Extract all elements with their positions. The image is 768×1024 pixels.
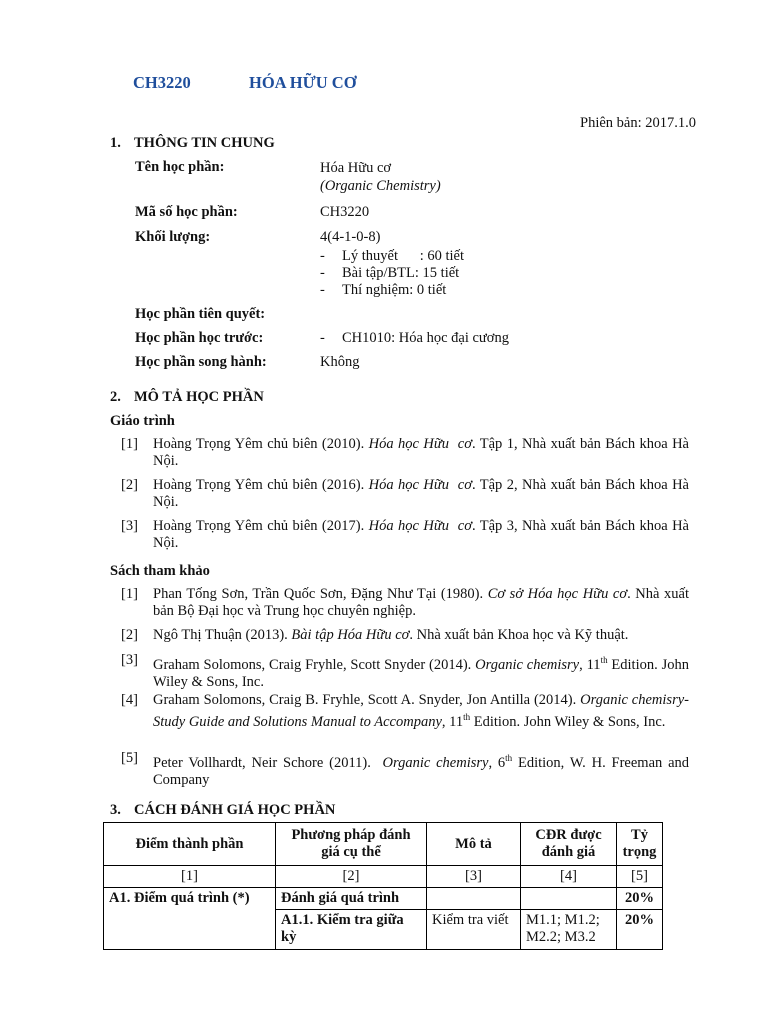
table-cell: [2] — [276, 866, 427, 888]
assessment-table — [103, 822, 663, 950]
table-row — [104, 888, 663, 910]
reference-item: [4] Graham Solomons, Craig B. Fryhle, Scott A. Snyder, Jon Antilla (2014). Organic chemisry-Study Guide and Solutions Manual to Accompany, 11th Edition. John Wiley & Sons, Inc. — [121, 692, 689, 730]
reference-item: [1] Phan Tống Sơn, Trần Quốc Sơn, Đặng Như Tại (1980). Cơ sở Hóa học Hữu cơ. Nhà xuất bản Bộ Đại học và Trung học chuyên nghiệp. — [121, 586, 689, 619]
table-cell-outcomes: M1.1; M1.2; M2.2; M3.2 — [521, 910, 617, 950]
parallel-course-label: Học phần song hành: — [135, 354, 267, 370]
section-3-heading — [110, 802, 335, 819]
volume-list — [320, 248, 464, 299]
textbook-item: [1] Hoàng Trọng Yêm chủ biên (2010). Hóa học Hữu cơ. Tập 1, Nhà xuất bản Bách khoa Hà Nội. — [121, 436, 689, 469]
table-cell-desc — [427, 888, 521, 910]
table-cell-weight: 20% — [617, 910, 663, 950]
course-code-value: CH3220 — [320, 204, 370, 220]
prerequisite-label: Học phần tiên quyết: — [135, 306, 266, 322]
section-1-heading — [110, 135, 275, 152]
section-2-title: MÔ TẢ HỌC PHẦN — [134, 389, 264, 405]
section-1-title: THÔNG TIN CHUNG — [134, 135, 275, 151]
volume-item-theory: - Lý thuyết : 60 tiết — [320, 248, 465, 264]
table-cell-outcomes — [521, 888, 617, 910]
volume-item-lab: - Thí nghiệm: 0 tiết — [320, 282, 447, 298]
reference-item: [3] Graham Solomons, Craig Fryhle, Scott Snyder (2014). Organic chemisry, 11th Edition. John Wiley & Sons, Inc. — [121, 652, 689, 690]
reference-item: [2] Ngô Thị Thuận (2013). Bài tập Hóa Hữu cơ. Nhà xuất bản Khoa học và Kỹ thuật. — [121, 627, 629, 643]
table-header-cell: CĐR được đánh giá — [521, 823, 617, 866]
course-code: CH3220 — [133, 73, 191, 92]
table-header-cell: Điểm thành phần — [104, 823, 276, 866]
course-name-english: (Organic Chemistry) — [320, 178, 441, 194]
section-2-number: 2. — [110, 389, 121, 405]
textbook-item: [2] Hoàng Trọng Yêm chủ biên (2016). Hóa học Hữu cơ. Tập 2, Nhà xuất bản Bách khoa Hà Nội. — [121, 477, 689, 510]
section-2-heading — [110, 389, 264, 406]
table-cell: [4] — [521, 866, 617, 888]
table-header-cell: Tỷ trọng — [617, 823, 663, 866]
section-3-number: 3. — [110, 802, 121, 818]
table-cell-weight: 20% — [617, 888, 663, 910]
section-1-number: 1. — [110, 135, 121, 151]
reference-item: [5] Peter Vollhardt, Neir Schore (2011). Organic chemisry, 6th Edition, W. H. Freeman and Company — [121, 750, 690, 788]
table-cell-component: A1. Điểm quá trình (*) — [104, 888, 276, 950]
course-title: HÓA HỮU CƠ — [249, 73, 357, 92]
textbooks-heading: Giáo trình — [110, 413, 175, 429]
volume-item-exercise: - Bài tập/BTL: 15 tiết — [320, 265, 460, 281]
table-cell-method: Đánh giá quá trình — [276, 888, 427, 910]
volume-label: Khối lượng: — [135, 229, 211, 245]
section-3-title: CÁCH ĐÁNH GIÁ HỌC PHẦN — [134, 802, 336, 818]
references-heading: Sách tham khảo — [110, 563, 210, 579]
parallel-course-value: Không — [320, 354, 360, 370]
volume-value: 4(4-1-0-8) — [320, 229, 381, 245]
prior-course-value: - CH1010: Hóa học đại cương — [320, 330, 509, 346]
table-cell: [1] — [104, 866, 276, 888]
table-cell: [3] — [427, 866, 521, 888]
version-label: Phiên bản: 2017.1.0 — [580, 115, 696, 131]
course-name-value: Hóa Hữu cơ — [320, 160, 392, 176]
table-cell-desc: Kiểm tra viết — [427, 910, 521, 950]
table-header-cell: Phương pháp đánh giá cụ thể — [276, 823, 427, 866]
prior-course-label: Học phần học trước: — [135, 330, 264, 346]
course-name-label: Tên học phần: — [135, 159, 225, 175]
textbook-item: [3] Hoàng Trọng Yêm chủ biên (2017). Hóa học Hữu cơ. Tập 3, Nhà xuất bản Bách khoa Hà Nội. — [121, 518, 689, 551]
course-code-label: Mã số học phần: — [135, 204, 238, 220]
table-header-cell: Mô tả — [427, 823, 521, 866]
table-cell: [5] — [617, 866, 663, 888]
table-colnum-row — [104, 866, 663, 888]
table-header-row — [104, 823, 663, 866]
table-cell-method: A1.1. Kiểm tra giữa kỳ — [276, 910, 427, 950]
